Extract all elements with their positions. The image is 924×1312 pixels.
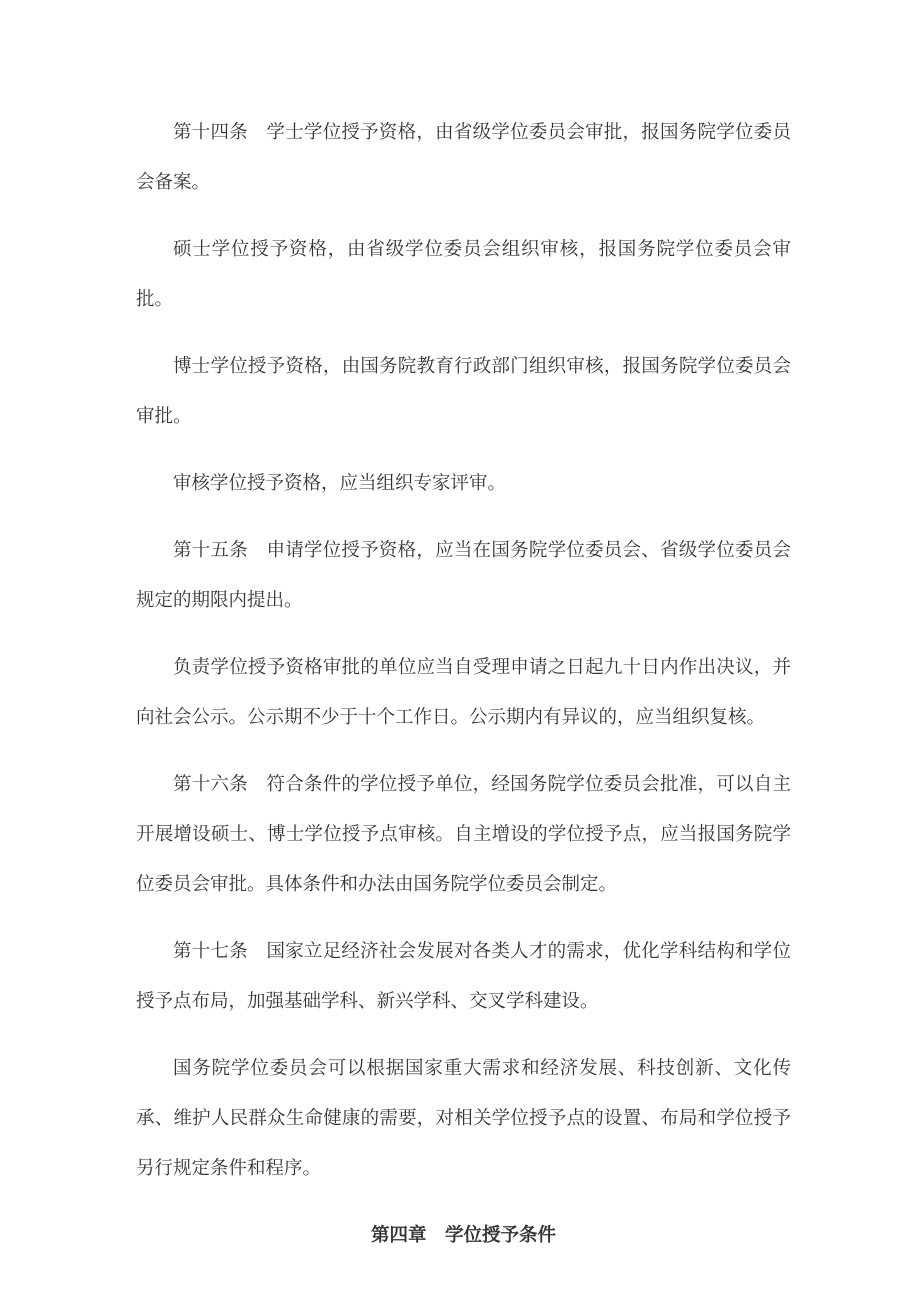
paragraph-text: 符合条件的学位授予单位，经国务院学位委员会批准，可以自主开展增设硕士、博士学位授予点审核。自主增设的学位授予点，应当报国务院学位委员会审批。具体条件和办法由国务院学位委员会制定。 [136, 774, 791, 895]
paragraph-text: 国务院学位委员会可以根据国家重大需求和经济发展、科技创新、文化传承、维护人民群众生命健康的需要，对相关学位授予点的设置、布局和学位授予另行规定条件和程序。 [136, 1058, 791, 1179]
document-body [136, 108, 791, 1261]
paragraph-art16 [136, 760, 791, 910]
paragraph-text: 国家立足经济社会发展对各类人才的需求，优化学科结构和学位授予点布局，加强基础学科、新兴学科、交叉学科建设。 [136, 941, 791, 1012]
chapter-heading [136, 1211, 791, 1261]
article-number: 第十五条 [173, 540, 248, 561]
paragraph [136, 643, 791, 743]
article-number: 第十四条 [173, 122, 248, 143]
paragraph-text: 博士学位授予资格，由国务院教育行政部门组织审核，报国务院学位委员会审批。 [136, 356, 791, 427]
paragraph-art14 [136, 108, 791, 208]
paragraph-text: 学士学位授予资格，由省级学位委员会审批，报国务院学位委员会备案。 [136, 122, 791, 193]
paragraph-art17 [136, 927, 791, 1027]
chapter-number: 第四章 [370, 1225, 427, 1246]
paragraph [136, 342, 791, 442]
chapter-title: 学位授予条件 [445, 1225, 557, 1246]
paragraph-text: 申请学位授予资格，应当在国务院学位委员会、省级学位委员会规定的期限内提出。 [136, 540, 791, 611]
paragraph-text: 审核学位授予资格，应当组织专家评审。 [173, 473, 507, 494]
paragraph-text: 硕士学位授予资格，由省级学位委员会组织审核，报国务院学位委员会审批。 [136, 239, 791, 310]
article-number: 第十六条 [173, 774, 248, 795]
paragraph-text: 负责学位授予资格审批的单位应当自受理申请之日起九十日内作出决议，并向社会公示。公示期不少于十个工作日。公示期内有异议的，应当组织复核。 [136, 657, 791, 728]
article-number: 第十七条 [173, 941, 248, 962]
paragraph [136, 225, 791, 325]
paragraph [136, 1044, 791, 1194]
paragraph [136, 459, 791, 509]
paragraph-art15 [136, 526, 791, 626]
